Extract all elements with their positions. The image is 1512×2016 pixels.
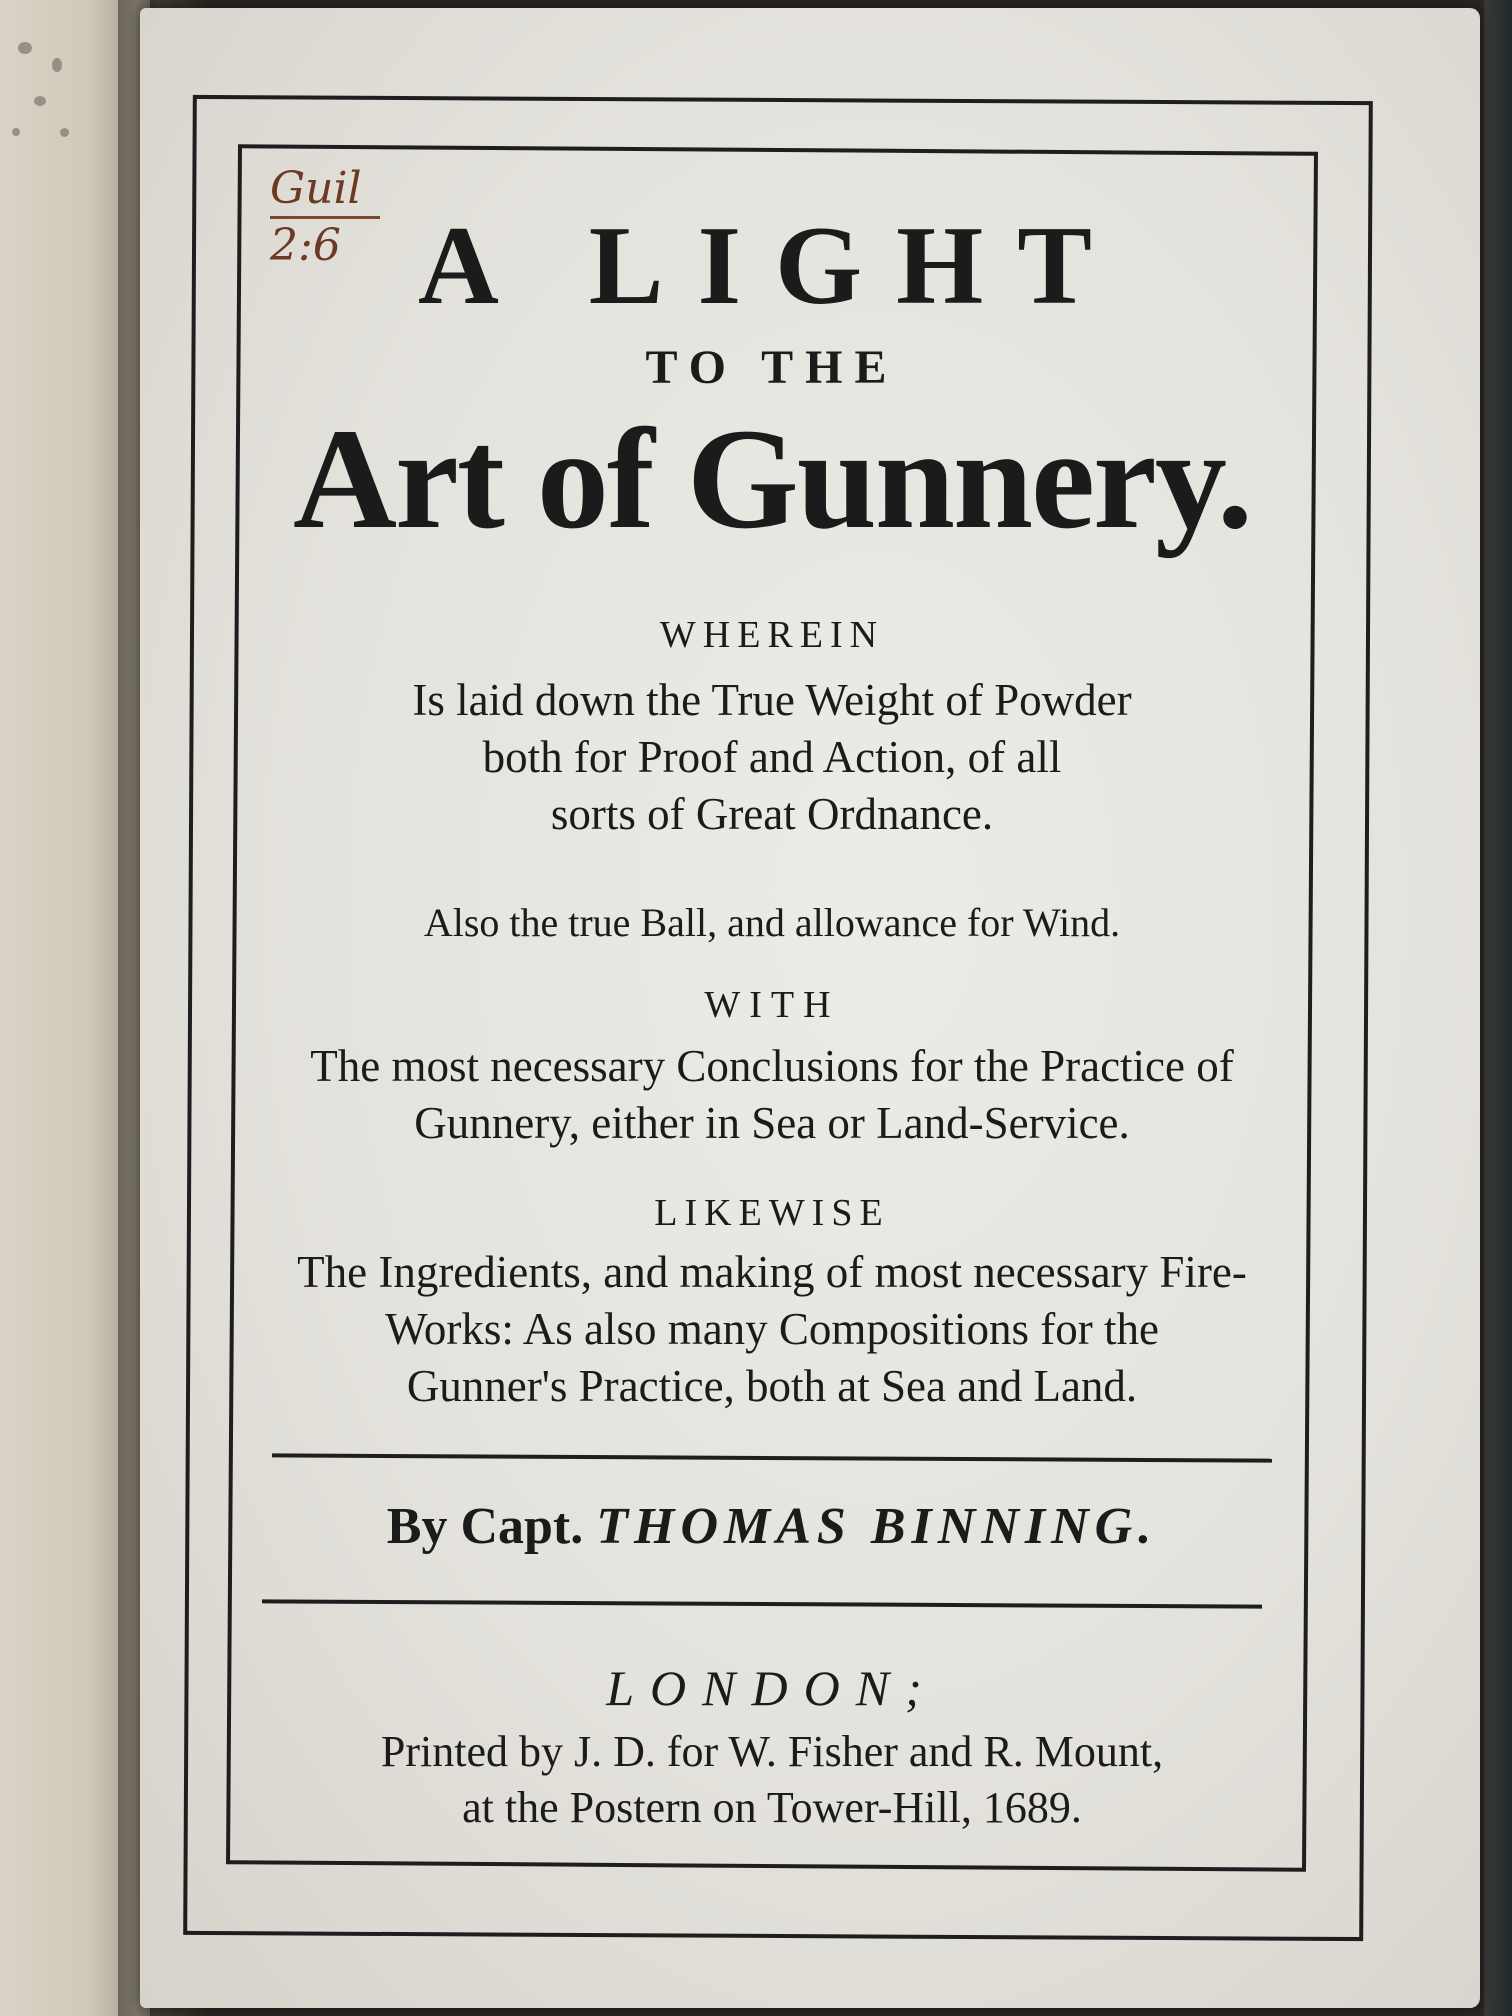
- section3-heading: LIKEWISE: [654, 1192, 890, 1234]
- foxing-spot: [60, 128, 69, 137]
- section1-line: Is laid down the True Weight of Powder: [412, 675, 1132, 725]
- author-name: THOMAS BINNING.: [596, 1498, 1158, 1555]
- foxing-spot: [18, 42, 32, 54]
- foxing-spot: [12, 128, 20, 136]
- foxing-spot: [52, 58, 62, 72]
- title-page: [140, 8, 1480, 2008]
- imprint-body: [232, 1724, 1312, 1836]
- section2-heading: WITH: [704, 984, 840, 1026]
- ms-note-line1: Guil: [270, 163, 362, 214]
- title-line-2: TO THE: [645, 341, 899, 394]
- ms-note-line2: 2:6: [270, 220, 341, 271]
- imprint-city: LONDON;: [606, 1660, 938, 1716]
- section2-line: The most necessary Conclusions for the Practice of: [310, 1041, 1234, 1091]
- title-line-1: A LIGHT: [418, 204, 1126, 328]
- section3-line: The Ingredients, and making of most necessary Fire-: [297, 1247, 1247, 1297]
- cover-board-edge: [1484, 0, 1512, 2016]
- author-prefix: By Capt.: [386, 1498, 584, 1555]
- section2-line: Gunnery, either in Sea or Land-Service.: [414, 1098, 1130, 1148]
- section3-line: Works: As also many Compositions for the: [385, 1304, 1159, 1354]
- section1-body: [232, 672, 1312, 843]
- section3-body: [232, 1244, 1312, 1415]
- also-line: Also the true Ball, and allowance for Wind.: [423, 900, 1121, 945]
- author-line: [232, 1496, 1312, 1558]
- section2-body: [232, 1038, 1312, 1152]
- title-line-3: Art of Gunnery.: [293, 400, 1251, 559]
- foxing-spot: [34, 96, 46, 106]
- imprint-line-2: at the Postern on Tower-Hill, 1689.: [462, 1783, 1082, 1832]
- imprint-line-1: Printed by J. D. for W. Fisher and R. Mount,: [380, 1727, 1164, 1776]
- section3-line: Gunner's Practice, both at Sea and Land.: [406, 1361, 1138, 1411]
- section1-heading: WHEREIN: [659, 614, 885, 656]
- section1-line: both for Proof and Action, of all: [482, 732, 1062, 782]
- section1-line: sorts of Great Ordnance.: [550, 789, 994, 839]
